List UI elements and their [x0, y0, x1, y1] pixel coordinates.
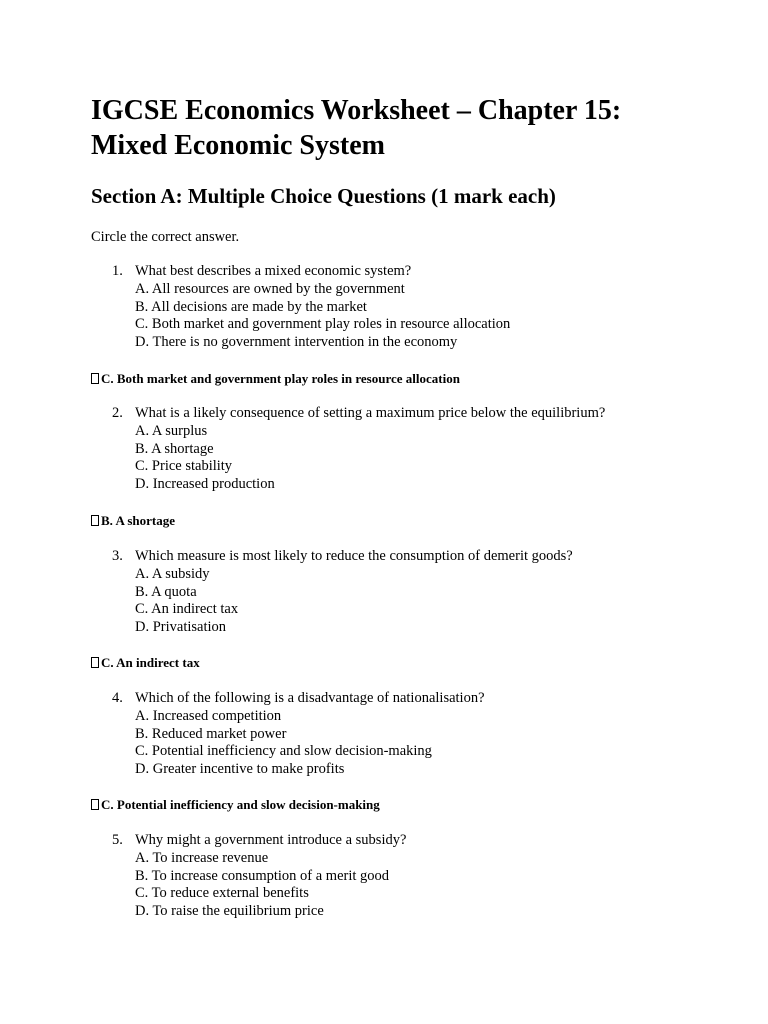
worksheet-page	[91, 93, 711, 920]
option-b: B. A shortage	[135, 440, 214, 457]
answer-text: C. Potential inefficiency and slow decision-making	[101, 797, 380, 812]
question-number: 4.	[112, 690, 123, 706]
question-body	[135, 548, 711, 637]
answer-text: C. An indirect tax	[101, 655, 200, 670]
answer-3	[91, 655, 200, 671]
section-heading: Section A: Multiple Choice Questions (1 mark each)	[91, 184, 556, 208]
question-body	[135, 690, 711, 779]
question-number: 2.	[112, 405, 123, 421]
answer-text: C. Both market and government play roles in resource allocation	[101, 371, 460, 386]
answer-text: B. A shortage	[101, 513, 176, 528]
question-text: Which of the following is a disadvantage of nationalisation?	[135, 690, 485, 706]
checkbox-icon	[91, 799, 99, 810]
question-number: 3.	[112, 548, 123, 564]
option-d: D. There is no government intervention in the economy	[135, 334, 458, 351]
question-body	[135, 832, 711, 921]
option-b: B. Reduced market power	[135, 725, 287, 742]
option-d: D. To raise the equilibrium price	[135, 903, 324, 920]
checkbox-icon	[91, 515, 99, 526]
option-a: A. All resources are owned by the government	[135, 280, 405, 297]
option-c: C. Potential inefficiency and slow decision-making	[135, 743, 432, 760]
option-c: C. Price stability	[135, 458, 233, 475]
question-body	[135, 405, 711, 494]
question-text: Why might a government introduce a subsidy?	[135, 832, 407, 848]
question-text: What is a likely consequence of setting a maximum price below the equilibrium?	[135, 405, 606, 421]
question-body	[135, 263, 711, 352]
option-d: D. Greater incentive to make profits	[135, 761, 345, 778]
option-b: B. To increase consumption of a merit good	[135, 867, 390, 884]
page-title-line-2: Mixed Economic System	[91, 130, 385, 161]
answer-4	[91, 797, 380, 813]
option-c: C. Both market and government play roles in resource allocation	[135, 316, 511, 333]
question-number: 1.	[112, 263, 123, 279]
answer-2	[91, 513, 175, 529]
answer-1	[91, 371, 460, 387]
option-a: A. Increased competition	[135, 707, 282, 724]
option-a: A. A surplus	[135, 422, 208, 439]
option-b: B. A quota	[135, 583, 197, 600]
option-a: A. To increase revenue	[135, 849, 269, 866]
option-c: C. An indirect tax	[135, 601, 239, 618]
page-title-line-1: IGCSE Economics Worksheet – Chapter 15:	[91, 95, 622, 126]
question-number: 5.	[112, 832, 123, 848]
option-c: C. To reduce external benefits	[135, 885, 309, 902]
page-title	[91, 93, 711, 163]
question-text: What best describes a mixed economic system?	[135, 263, 412, 279]
checkbox-icon	[91, 657, 99, 668]
option-d: D. Privatisation	[135, 619, 227, 636]
checkbox-icon	[91, 373, 99, 384]
option-b: B. All decisions are made by the market	[135, 298, 367, 315]
option-a: A. A subsidy	[135, 565, 210, 582]
option-d: D. Increased production	[135, 476, 275, 493]
instruction-text: Circle the correct answer.	[91, 229, 240, 245]
question-text: Which measure is most likely to reduce the consumption of demerit goods?	[135, 548, 573, 564]
